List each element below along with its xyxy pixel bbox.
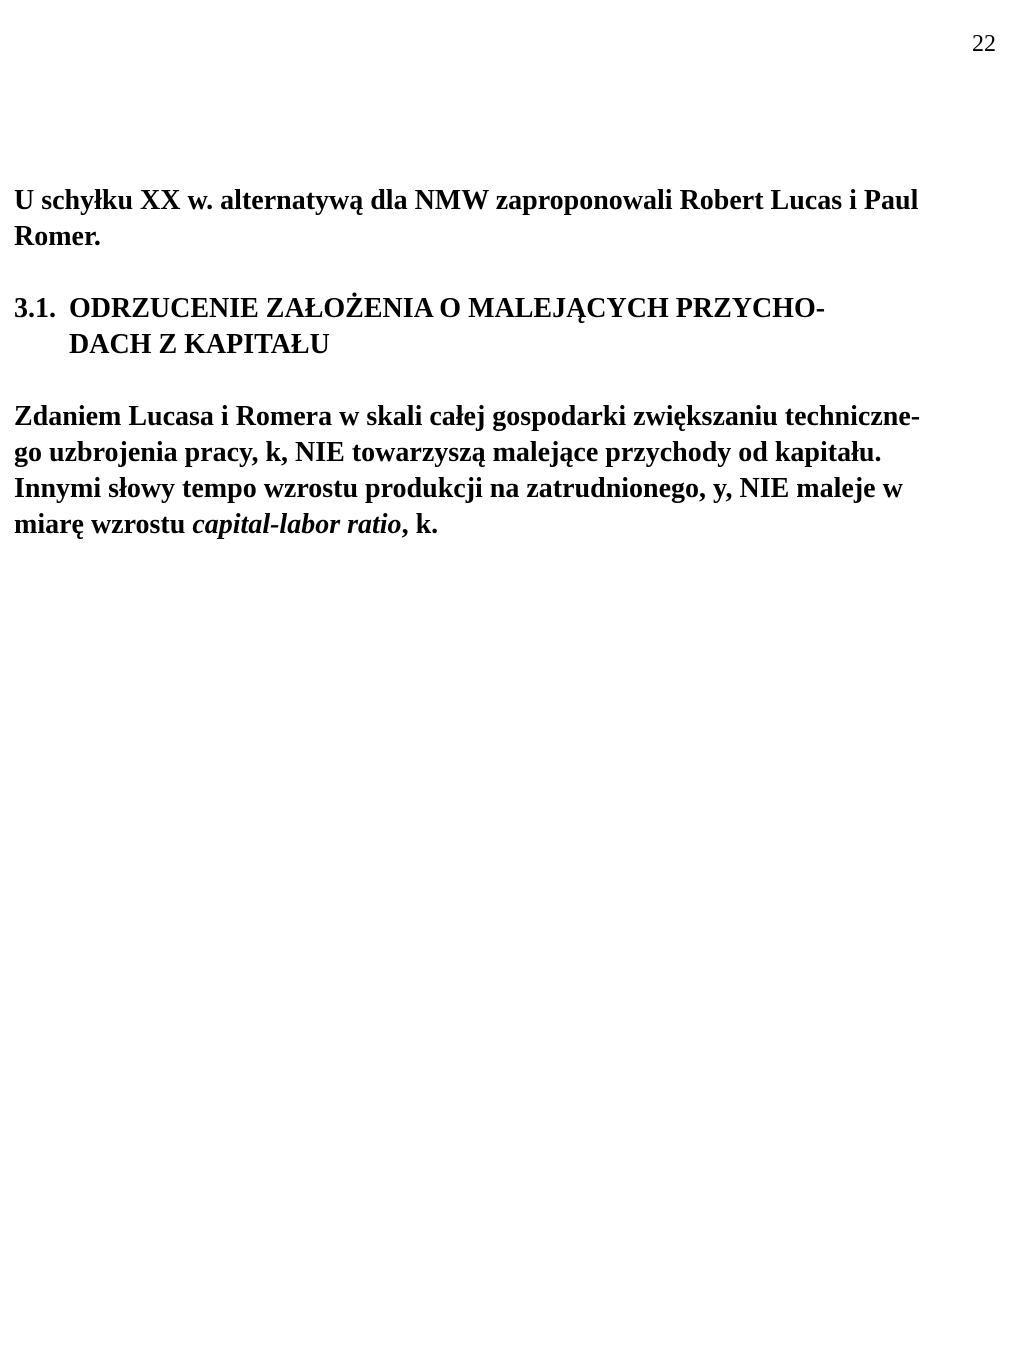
body-line-2: go uzbrojenia pracy, k, NIE towarzyszą malejące przychody od kapitału.: [14, 437, 882, 468]
body-line-4-prefix: miarę wzrostu: [14, 509, 193, 540]
section-number: 3.1.: [14, 293, 56, 324]
section-title-line-1: ODRZUCENIE ZAŁOŻENIA O MALEJĄCYCH PRZYCHO-: [69, 293, 826, 324]
body-line-4: [14, 507, 1004, 543]
section-title-line-2: DACH Z KAPITAŁU: [69, 329, 330, 360]
spacer: [14, 363, 1004, 399]
body-line-3: Innymi słowy tempo wzrostu produkcji na zatrudnionego, y, NIE maleje w: [14, 473, 903, 504]
intro-line-1: U schyłku XX w. alternatywą dla NMW zaproponowali Robert Lucas i Paul: [14, 185, 919, 216]
body-paragraph: [14, 399, 1004, 543]
page-number: 22: [972, 31, 996, 57]
body-line-4-italic-term: capital-labor ratio: [192, 509, 402, 540]
intro-paragraph: [14, 183, 1004, 255]
body-line-1: Zdaniem Lucasa i Romera w skali całej gospodarki zwiększaniu techniczne-: [14, 401, 921, 432]
spacer: [14, 255, 1004, 291]
body-line-4-suffix: , k.: [401, 509, 439, 540]
document-body: [14, 183, 1004, 543]
intro-line-2: Romer.: [14, 221, 101, 252]
section-heading-line-2: [14, 327, 1004, 363]
section-heading-line-1: [14, 291, 1004, 327]
section-heading: [14, 291, 1004, 363]
